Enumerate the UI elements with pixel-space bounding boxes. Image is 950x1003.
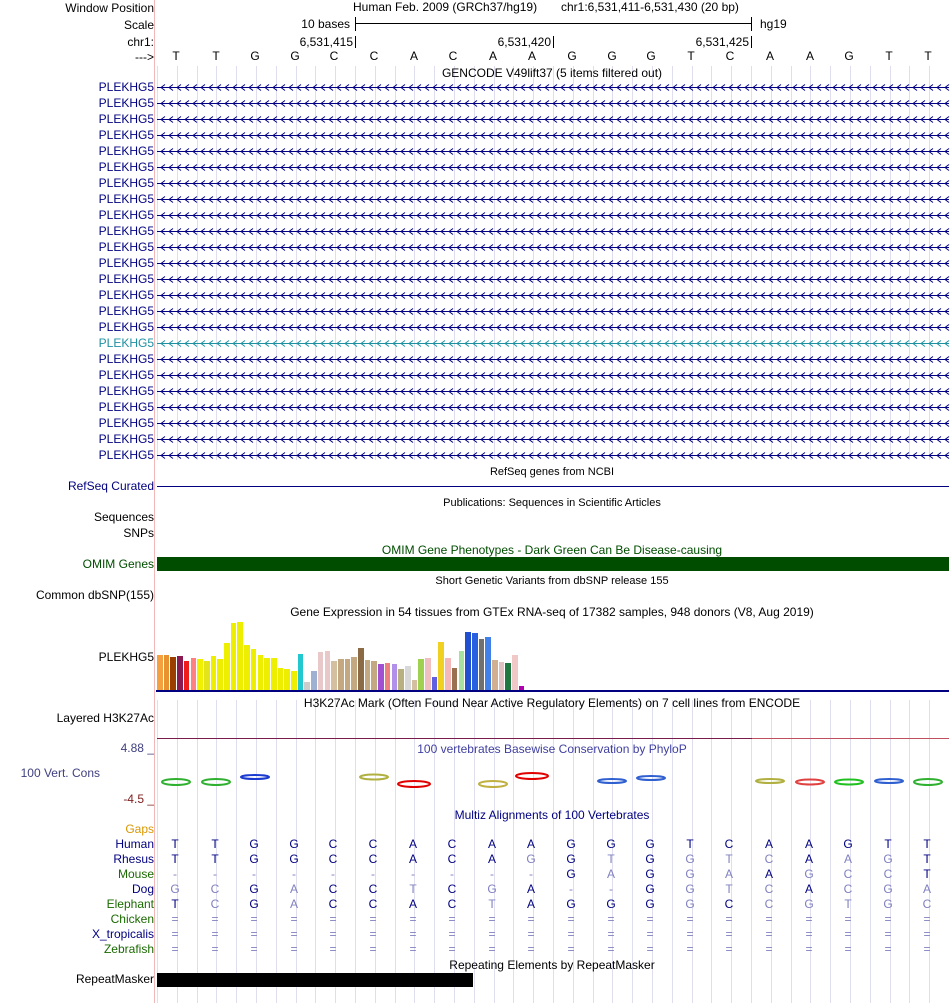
- reference-base: A: [527, 49, 537, 63]
- species-label: Zebrafish: [103, 942, 154, 956]
- publications-track-title[interactable]: Publications: Sequences in Scientific Articles: [443, 497, 661, 509]
- phylop-score-glyph: [598, 779, 626, 783]
- aligned-base: A: [922, 882, 932, 896]
- aligned-base: G: [804, 867, 814, 881]
- gencode-transcript-label[interactable]: PLEKHG5: [98, 368, 154, 382]
- aligned-base: =: [805, 927, 813, 941]
- aligned-base: =: [884, 942, 892, 956]
- gencode-transcript-label[interactable]: PLEKHG5: [98, 352, 154, 366]
- aligned-base: C: [368, 897, 378, 911]
- phylop-score-glyph: [796, 780, 824, 785]
- aligned-base: -: [252, 867, 256, 881]
- refseq-label[interactable]: RefSeq Curated: [67, 479, 154, 493]
- aligned-base: =: [725, 942, 733, 956]
- aligned-base: G: [566, 837, 576, 851]
- aligned-base: G: [566, 852, 576, 866]
- phylop-score-glyph: [637, 776, 665, 780]
- aligned-base: C: [210, 882, 220, 896]
- aligned-base: =: [765, 912, 773, 926]
- gencode-transcript-label[interactable]: PLEKHG5: [98, 288, 154, 302]
- aligned-base: T: [171, 897, 179, 911]
- aligned-base: =: [329, 942, 337, 956]
- aligned-base: =: [686, 927, 694, 941]
- aligned-base: T: [725, 852, 733, 866]
- aligned-base: =: [250, 912, 258, 926]
- aligned-base: C: [328, 897, 338, 911]
- gencode-transcript-label[interactable]: PLEKHG5: [98, 448, 154, 462]
- aligned-base: T: [171, 852, 179, 866]
- aligned-base: =: [448, 912, 456, 926]
- gencode-transcript-label[interactable]: PLEKHG5: [98, 144, 154, 158]
- aligned-base: =: [686, 942, 694, 956]
- aligned-base: =: [725, 912, 733, 926]
- gencode-transcript-label[interactable]: PLEKHG5: [98, 416, 154, 430]
- aligned-base: G: [685, 867, 695, 881]
- aligned-base: C: [922, 897, 932, 911]
- aligned-base: =: [409, 912, 417, 926]
- aligned-base: =: [211, 927, 219, 941]
- reference-base: G: [290, 49, 300, 63]
- reference-base: C: [369, 49, 379, 63]
- gencode-transcript-label[interactable]: PLEKHG5: [98, 304, 154, 318]
- phylop-score-glyph: [479, 781, 507, 787]
- aligned-base: =: [211, 942, 219, 956]
- aligned-base: =: [448, 942, 456, 956]
- aligned-base: =: [844, 927, 852, 941]
- aligned-base: =: [725, 927, 733, 941]
- gencode-track-title[interactable]: GENCODE V49lift37 (5 items filtered out): [441, 66, 663, 80]
- aligned-base: =: [290, 912, 298, 926]
- aligned-base: =: [923, 927, 931, 941]
- aligned-base: G: [645, 852, 655, 866]
- aligned-base: -: [529, 867, 533, 881]
- aligned-base: C: [883, 867, 893, 881]
- aligned-base: T: [488, 897, 496, 911]
- aligned-base: G: [645, 882, 655, 896]
- aligned-base: G: [685, 852, 695, 866]
- reference-base: A: [488, 49, 498, 63]
- phylop-track-title[interactable]: 100 vertebrates Basewise Conservation by PhyloP: [417, 742, 687, 756]
- aligned-base: G: [606, 897, 616, 911]
- aligned-base: T: [923, 852, 931, 866]
- aligned-base: =: [369, 912, 377, 926]
- aligned-base: A: [843, 852, 853, 866]
- aligned-base: =: [527, 912, 535, 926]
- strand-arrow-label: --->: [135, 50, 154, 64]
- aligned-base: A: [408, 897, 418, 911]
- phylop-score-glyph: [914, 779, 942, 785]
- species-label: Chicken: [110, 912, 154, 926]
- aligned-base: G: [645, 837, 655, 851]
- phylop-score-glyph: [516, 773, 548, 779]
- aligned-base: =: [369, 942, 377, 956]
- reference-base: T: [687, 49, 695, 63]
- aligned-base: C: [368, 882, 378, 896]
- aligned-base: G: [606, 837, 616, 851]
- gencode-transcript-label[interactable]: PLEKHG5: [98, 400, 154, 414]
- aligned-base: =: [290, 942, 298, 956]
- dbsnp-label: Common dbSNP(155): [35, 588, 154, 602]
- aligned-base: G: [685, 897, 695, 911]
- aligned-base: C: [368, 837, 378, 851]
- aligned-base: =: [884, 912, 892, 926]
- aligned-base: C: [764, 852, 774, 866]
- reference-base: G: [250, 49, 260, 63]
- aligned-base: G: [249, 852, 259, 866]
- aligned-base: =: [607, 942, 615, 956]
- phylop-score-glyph: [398, 781, 430, 787]
- gencode-transcript-label[interactable]: PLEKHG5: [98, 160, 154, 174]
- aligned-base: =: [329, 927, 337, 941]
- aligned-base: =: [765, 942, 773, 956]
- tick-label: 6,531,415: [299, 35, 353, 49]
- phylop-score-glyph: [360, 775, 388, 780]
- reference-base: G: [844, 49, 854, 63]
- aligned-base: -: [371, 867, 375, 881]
- omim-track-title[interactable]: OMIM Gene Phenotypes - Dark Green Can Be Disease-causing: [381, 543, 723, 557]
- aligned-base: A: [764, 837, 774, 851]
- phylop-score-glyph: [875, 779, 903, 783]
- gencode-transcript-label[interactable]: PLEKHG5: [98, 128, 154, 142]
- gencode-transcript-label[interactable]: PLEKHG5: [98, 192, 154, 206]
- aligned-base: G: [526, 852, 536, 866]
- aligned-base: A: [526, 882, 536, 896]
- species-label: Dog: [131, 882, 154, 896]
- species-label: Elephant: [106, 897, 154, 911]
- aligned-base: G: [883, 882, 893, 896]
- chrom-label: chr1:: [127, 35, 154, 49]
- reference-base: G: [646, 49, 656, 63]
- gencode-transcript-label[interactable]: PLEKHG5: [98, 176, 154, 190]
- aligned-base: C: [328, 837, 338, 851]
- aligned-base: G: [289, 852, 299, 866]
- window-position-label: Window Position: [65, 1, 154, 15]
- reference-base: A: [805, 49, 815, 63]
- aligned-base: A: [526, 897, 536, 911]
- db-label: hg19: [760, 17, 787, 31]
- aligned-base: C: [447, 882, 457, 896]
- phylop-min-label: -4.5 _: [123, 792, 154, 806]
- scale-text: 10 bases: [301, 17, 350, 31]
- aligned-base: C: [764, 882, 774, 896]
- aligned-base: T: [884, 837, 892, 851]
- aligned-base: =: [923, 942, 931, 956]
- aligned-base: =: [607, 927, 615, 941]
- aligned-base: G: [883, 897, 893, 911]
- aligned-base: =: [488, 927, 496, 941]
- gencode-transcript-label[interactable]: PLEKHG5: [98, 432, 154, 446]
- aligned-base: C: [328, 852, 338, 866]
- multiz-track-title[interactable]: Multiz Alignments of 100 Vertebrates: [454, 808, 650, 822]
- aligned-base: =: [765, 927, 773, 941]
- aligned-base: -: [609, 882, 613, 896]
- phylop-score-glyph: [241, 775, 269, 779]
- aligned-base: =: [567, 927, 575, 941]
- aligned-base: -: [490, 867, 494, 881]
- aligned-base: -: [292, 867, 296, 881]
- species-label: X_tropicalis: [91, 927, 154, 941]
- phylop-score-glyph: [756, 779, 784, 783]
- tick-label: 6,531,425: [695, 35, 749, 49]
- aligned-base: =: [646, 912, 654, 926]
- aligned-base: =: [527, 942, 535, 956]
- reference-base: C: [329, 49, 339, 63]
- aligned-base: =: [805, 912, 813, 926]
- reference-base: A: [409, 49, 419, 63]
- aligned-base: =: [171, 927, 179, 941]
- aligned-base: =: [448, 927, 456, 941]
- aligned-base: G: [804, 897, 814, 911]
- aligned-base: C: [447, 852, 457, 866]
- aligned-base: A: [804, 837, 814, 851]
- aligned-base: =: [250, 942, 258, 956]
- aligned-base: A: [724, 867, 734, 881]
- aligned-base: C: [843, 882, 853, 896]
- aligned-base: G: [685, 882, 695, 896]
- aligned-base: =: [329, 912, 337, 926]
- gencode-transcript-label[interactable]: PLEKHG5: [98, 112, 154, 126]
- phylop-score-glyph: [835, 780, 863, 785]
- aligned-base: =: [290, 927, 298, 941]
- aligned-base: T: [923, 867, 931, 881]
- reference-base: A: [765, 49, 775, 63]
- aligned-base: G: [566, 867, 576, 881]
- reference-base: T: [924, 49, 932, 63]
- aligned-base: A: [487, 837, 497, 851]
- repeatmasker-track-title[interactable]: Repeating Elements by RepeatMasker: [449, 958, 655, 972]
- repeatmasker-label: RepeatMasker: [75, 972, 154, 986]
- aligned-base: A: [804, 882, 814, 896]
- aligned-base: A: [526, 837, 536, 851]
- phylop-score-glyph: [202, 779, 230, 785]
- aligned-base: T: [725, 882, 733, 896]
- gencode-transcript-label[interactable]: PLEKHG5: [98, 256, 154, 270]
- aligned-base: C: [764, 897, 774, 911]
- aligned-base: =: [211, 912, 219, 926]
- aligned-base: T: [686, 837, 694, 851]
- aligned-base: A: [764, 867, 774, 881]
- gencode-transcript-label[interactable]: PLEKHG5: [98, 336, 154, 350]
- species-label: Human: [115, 837, 154, 851]
- aligned-base: G: [487, 882, 497, 896]
- aligned-base: G: [289, 837, 299, 851]
- aligned-base: =: [527, 927, 535, 941]
- aligned-base: C: [724, 897, 734, 911]
- aligned-base: =: [488, 942, 496, 956]
- aligned-base: A: [804, 852, 814, 866]
- aligned-base: =: [805, 942, 813, 956]
- aligned-base: -: [569, 882, 573, 896]
- aligned-base: G: [645, 867, 655, 881]
- aligned-base: -: [411, 867, 415, 881]
- publications-sequences-label: Sequences: [93, 510, 154, 524]
- reference-base: C: [725, 49, 735, 63]
- aligned-base: A: [289, 882, 299, 896]
- aligned-base: T: [844, 897, 852, 911]
- gaps-label: Gaps: [125, 822, 154, 836]
- aligned-base: =: [884, 927, 892, 941]
- aligned-base: G: [843, 837, 853, 851]
- aligned-base: C: [210, 897, 220, 911]
- aligned-base: C: [328, 882, 338, 896]
- gencode-transcript-label[interactable]: PLEKHG5: [98, 208, 154, 222]
- aligned-base: G: [170, 882, 180, 896]
- aligned-base: =: [567, 942, 575, 956]
- gencode-transcript-label[interactable]: PLEKHG5: [98, 272, 154, 286]
- reference-base: G: [567, 49, 577, 63]
- phylop-max-label: 4.88 _: [120, 741, 154, 755]
- aligned-base: =: [488, 912, 496, 926]
- gtex-gene-label: PLEKHG5: [98, 650, 154, 664]
- gencode-transcript-label[interactable]: PLEKHG5: [98, 240, 154, 254]
- aligned-base: -: [331, 867, 335, 881]
- publications-snps-label: SNPs: [123, 526, 154, 540]
- position-range: chr1:6,531,411-6,531,430 (20 bp): [561, 0, 739, 14]
- aligned-base: A: [289, 897, 299, 911]
- aligned-base: =: [923, 912, 931, 926]
- aligned-base: -: [213, 867, 217, 881]
- aligned-base: C: [724, 837, 734, 851]
- aligned-base: G: [645, 897, 655, 911]
- aligned-base: =: [686, 912, 694, 926]
- aligned-base: -: [450, 867, 454, 881]
- aligned-base: A: [408, 837, 418, 851]
- aligned-base: C: [447, 837, 457, 851]
- aligned-base: =: [409, 927, 417, 941]
- aligned-base: =: [646, 927, 654, 941]
- h3k27ac-label: Layered H3K27Ac: [56, 711, 154, 725]
- aligned-base: =: [369, 927, 377, 941]
- aligned-base: T: [211, 837, 219, 851]
- aligned-base: T: [607, 852, 615, 866]
- assembly-title: Human Feb. 2009 (GRCh37/hg19): [353, 0, 538, 14]
- reference-base: T: [172, 49, 180, 63]
- aligned-base: A: [408, 852, 418, 866]
- aligned-base: A: [487, 852, 497, 866]
- tick-label: 6,531,420: [497, 35, 551, 49]
- phylop-score-glyph: [162, 779, 190, 785]
- aligned-base: T: [171, 837, 179, 851]
- aligned-base: G: [249, 882, 259, 896]
- aligned-base: G: [249, 837, 259, 851]
- aligned-base: T: [923, 837, 931, 851]
- aligned-base: C: [447, 897, 457, 911]
- aligned-base: =: [844, 942, 852, 956]
- reference-base: G: [607, 49, 617, 63]
- aligned-base: =: [844, 912, 852, 926]
- reference-base: T: [212, 49, 220, 63]
- aligned-base: C: [368, 852, 378, 866]
- scale-label: Scale: [123, 18, 154, 32]
- omim-label[interactable]: OMIM Genes: [82, 557, 154, 571]
- species-label: Mouse: [117, 867, 154, 881]
- phylop-label: 100 Vert. Cons: [20, 766, 100, 780]
- gencode-transcript-label[interactable]: PLEKHG5: [98, 80, 154, 94]
- aligned-base: T: [409, 882, 417, 896]
- aligned-base: G: [249, 897, 259, 911]
- aligned-base: -: [173, 867, 177, 881]
- reference-base: C: [448, 49, 458, 63]
- aligned-base: =: [646, 942, 654, 956]
- gencode-transcript-label[interactable]: PLEKHG5: [98, 96, 154, 110]
- aligned-base: =: [607, 912, 615, 926]
- repeatmasker-element[interactable]: [157, 973, 473, 987]
- species-label: Rhesus: [113, 852, 154, 866]
- label-area-border: [154, 0, 155, 1003]
- aligned-base: G: [566, 897, 576, 911]
- gencode-transcript-label[interactable]: PLEKHG5: [98, 224, 154, 238]
- aligned-base: =: [409, 942, 417, 956]
- gtex-track-title[interactable]: Gene Expression in 54 tissues from GTEx RNA-seq of 17382 samples, 948 donors (V8, Aug 2019): [290, 605, 814, 619]
- aligned-base: C: [843, 867, 853, 881]
- aligned-base: =: [171, 942, 179, 956]
- dbsnp-track-title[interactable]: Short Genetic Variants from dbSNP release 155: [435, 575, 669, 587]
- aligned-base: A: [606, 867, 616, 881]
- h3k27ac-track-title[interactable]: H3K27Ac Mark (Often Found Near Active Regulatory Elements) on 7 cell lines from ENCODE: [303, 696, 801, 710]
- reference-base: T: [885, 49, 893, 63]
- gencode-transcript-label[interactable]: PLEKHG5: [98, 384, 154, 398]
- aligned-base: =: [567, 912, 575, 926]
- aligned-base: G: [883, 852, 893, 866]
- aligned-base: =: [171, 912, 179, 926]
- refseq-track-title[interactable]: RefSeq genes from NCBI: [489, 466, 615, 478]
- gencode-transcript-label[interactable]: PLEKHG5: [98, 320, 154, 334]
- aligned-base: =: [250, 927, 258, 941]
- aligned-base: T: [211, 852, 219, 866]
